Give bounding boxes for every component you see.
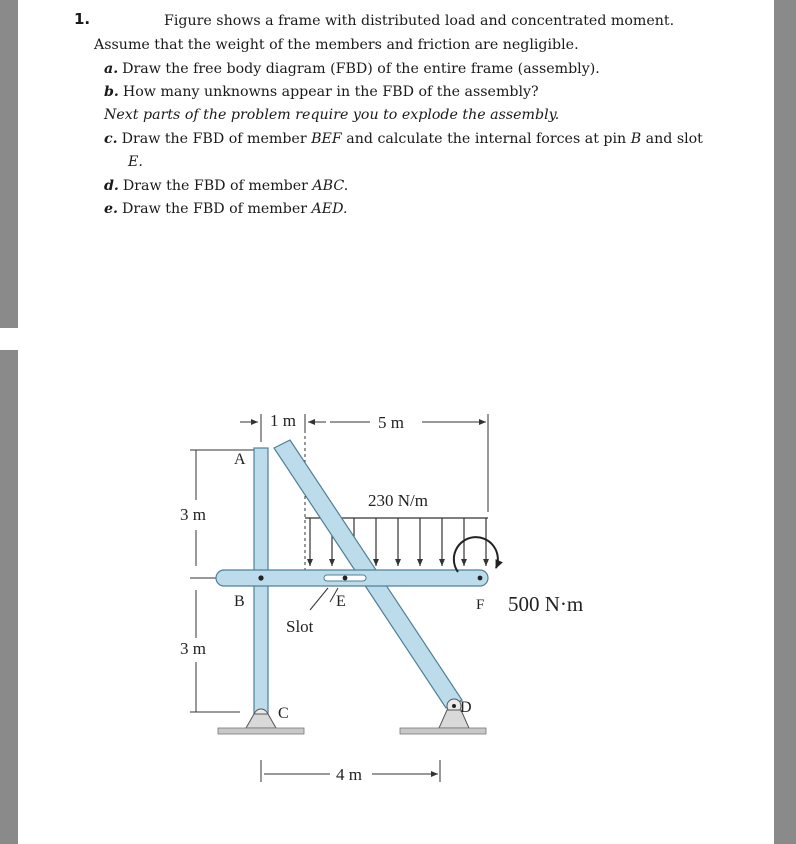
part-c: [104, 130, 703, 148]
part-e-member: AED.: [311, 201, 348, 217]
dim-3m-upper-label: 3 m: [180, 505, 206, 524]
point-D-label: D: [460, 699, 472, 716]
part-d-label: d.: [104, 178, 119, 194]
problem-number: 1.: [74, 10, 91, 28]
slot-label: Slot: [286, 617, 314, 636]
dim-1m-label: 1 m: [270, 411, 296, 430]
part-b: [104, 83, 539, 101]
part-e-label: e.: [104, 201, 118, 217]
part-c-text-post: and calculate the internal forces at pin: [341, 131, 631, 147]
top-dimension: [240, 411, 488, 570]
part-e: [104, 200, 348, 218]
part-a-label: a.: [104, 61, 119, 77]
slot-pointer: [310, 588, 328, 610]
part-c-pin: B: [630, 131, 642, 147]
part-a-text: Draw the free body diagram (FBD) of the entire frame (assembly).: [122, 61, 600, 77]
part-c-text-pre: Draw the FBD of member: [121, 131, 312, 147]
point-A-label: A: [234, 451, 246, 468]
moment-label: 500 N·m: [508, 592, 584, 616]
load-label: 230 N/m: [368, 491, 428, 510]
point-C-label: C: [278, 705, 289, 722]
part-d: [104, 177, 348, 195]
moment-arrow: [454, 537, 498, 572]
dim-4m-label: 4 m: [336, 765, 362, 784]
left-edge-strip-lower: [0, 350, 18, 844]
member-BEF: [216, 570, 488, 586]
dim-3m-lower-label: 3 m: [180, 639, 206, 658]
point-E-label: E: [336, 593, 346, 610]
part-d-text: Draw the FBD of member: [122, 178, 313, 194]
part-c-member: BEF: [311, 131, 342, 147]
intro-line-1: Figure shows a frame with distributed load and concentrated moment.: [164, 13, 675, 29]
part-c-text-end: and slot: [641, 131, 703, 147]
frame-figure: [160, 400, 630, 800]
point-B-label: B: [234, 593, 245, 610]
part-d-member: ABC.: [312, 178, 349, 194]
part-b-text: How many unknowns appear in the FBD of the assembly?: [122, 84, 539, 100]
part-e-text: Draw the FBD of member: [121, 201, 312, 217]
part-b-label: b.: [104, 84, 119, 100]
part-c-label: c.: [104, 131, 118, 147]
intro-line-2: Assume that the weight of the members and friction are negligible.: [94, 37, 579, 53]
part-c-continued: E.: [128, 154, 143, 170]
part-a: [104, 60, 600, 78]
note-line: Next parts of the problem require you to explode the assembly.: [104, 107, 560, 123]
support-C: [218, 709, 304, 734]
problem-statement: [0, 0, 796, 240]
point-F-label: F: [476, 597, 485, 613]
dim-5m-label: 5 m: [378, 413, 404, 432]
